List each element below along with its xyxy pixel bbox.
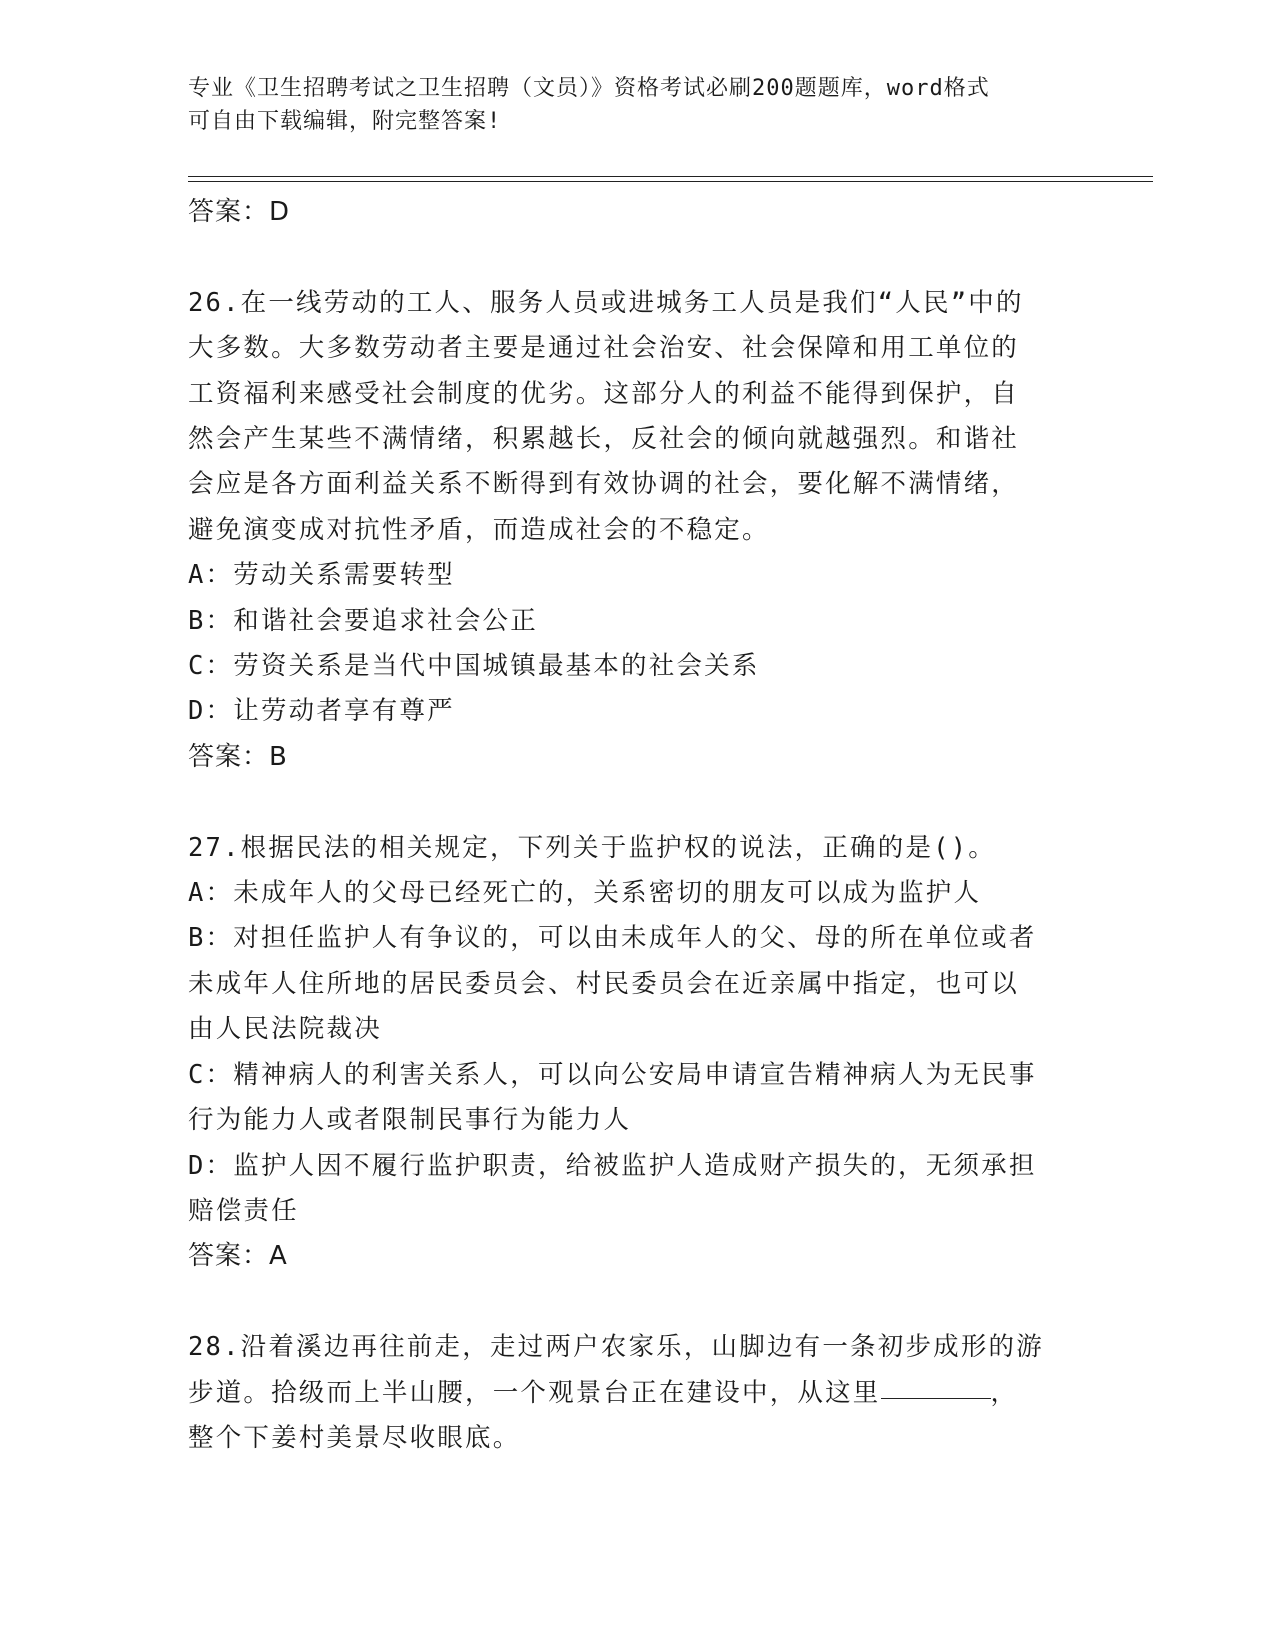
question-28-stem-line: 整个下姜村美景尽收眼底。 <box>188 1422 521 1453</box>
question-27-option-d: D：监护人因不履行监护职责，给被监护人造成财产损失的，无须承担 <box>188 1150 1037 1181</box>
question-26-stem-line: 避免演变成对抗性矛盾，而造成社会的不稳定。 <box>188 514 770 545</box>
header-line-1: 专业《卫生招聘考试之卫生招聘（文员）》资格考试必刷200题题库，word格式 <box>188 76 990 101</box>
question-28-stem-line: 28.沿着溪边再往前走，走过两户农家乐，山脚边有一条初步成形的游 <box>188 1332 1044 1363</box>
question-27-answer: 答案：A <box>188 1241 288 1272</box>
header-divider-bottom <box>188 181 1153 182</box>
question-26 <box>188 281 1088 780</box>
question-27-option-b-cont: 未成年人住所地的居民委员会、村民委员会在近亲属中指定，也可以 <box>188 968 1020 999</box>
question-26-stem-line: 会应是各方面利益关系不断得到有效协调的社会，要化解不满情绪， <box>188 469 1020 500</box>
question-26-option-b: B：和谐社会要追求社会公正 <box>188 605 538 636</box>
previous-answer: 答案：D <box>188 197 291 227</box>
question-27 <box>188 826 1088 1280</box>
question-26-option-c: C：劳资关系是当代中国城镇最基本的社会关系 <box>188 651 760 682</box>
question-27-option-d-cont: 赔偿责任 <box>188 1195 299 1226</box>
document-body <box>188 190 1088 1461</box>
document-header <box>188 72 1068 138</box>
question-27-option-a: A：未成年人的父母已经死亡的，关系密切的朋友可以成为监护人 <box>188 878 982 909</box>
fill-in-blank <box>881 1378 991 1399</box>
question-27-option-b: B：对担任监护人有争议的，可以由未成年人的父、母的所在单位或者 <box>188 923 1037 954</box>
question-28-text-before-blank: 步道。拾级而上半山腰，一个观景台正在建设中，从这里 <box>188 1377 881 1408</box>
question-27-stem-line: 27.根据民法的相关规定，下列关于监护权的说法，正确的是()。 <box>188 832 996 863</box>
question-26-stem-line: 大多数。大多数劳动者主要是通过社会治安、社会保障和用工单位的 <box>188 333 1020 364</box>
question-26-option-a: A：劳动关系需要转型 <box>188 560 455 591</box>
question-26-stem-line: 工资福利来感受社会制度的优劣。这部分人的利益不能得到保护，自 <box>188 378 1020 409</box>
question-26-answer: 答案：B <box>188 741 288 772</box>
question-26-stem-line: 然会产生某些不满情绪，积累越长，反社会的倾向就越强烈。和谐社 <box>188 424 1020 455</box>
header-divider-top <box>188 176 1153 177</box>
question-28 <box>188 1325 1088 1461</box>
question-27-option-c-cont: 行为能力人或者限制民事行为能力人 <box>188 1105 632 1136</box>
question-28-stem-line <box>188 1371 1088 1416</box>
question-26-option-d: D：让劳动者享有尊严 <box>188 696 455 727</box>
spacer <box>188 235 1088 280</box>
question-26-stem-line: 26.在一线劳动的工人、服务人员或进城务工人员是我们“人民”中的 <box>188 287 1024 318</box>
question-27-option-c: C：精神病人的利害关系人，可以向公安局申请宣告精神病人为无民事 <box>188 1059 1037 1090</box>
question-27-option-b-cont: 由人民法院裁决 <box>188 1014 382 1045</box>
spacer <box>188 1280 1088 1325</box>
spacer <box>188 780 1088 825</box>
question-28-text-after-blank: ， <box>990 1377 1019 1408</box>
header-line-2: 可自由下载编辑，附完整答案! <box>188 109 502 134</box>
